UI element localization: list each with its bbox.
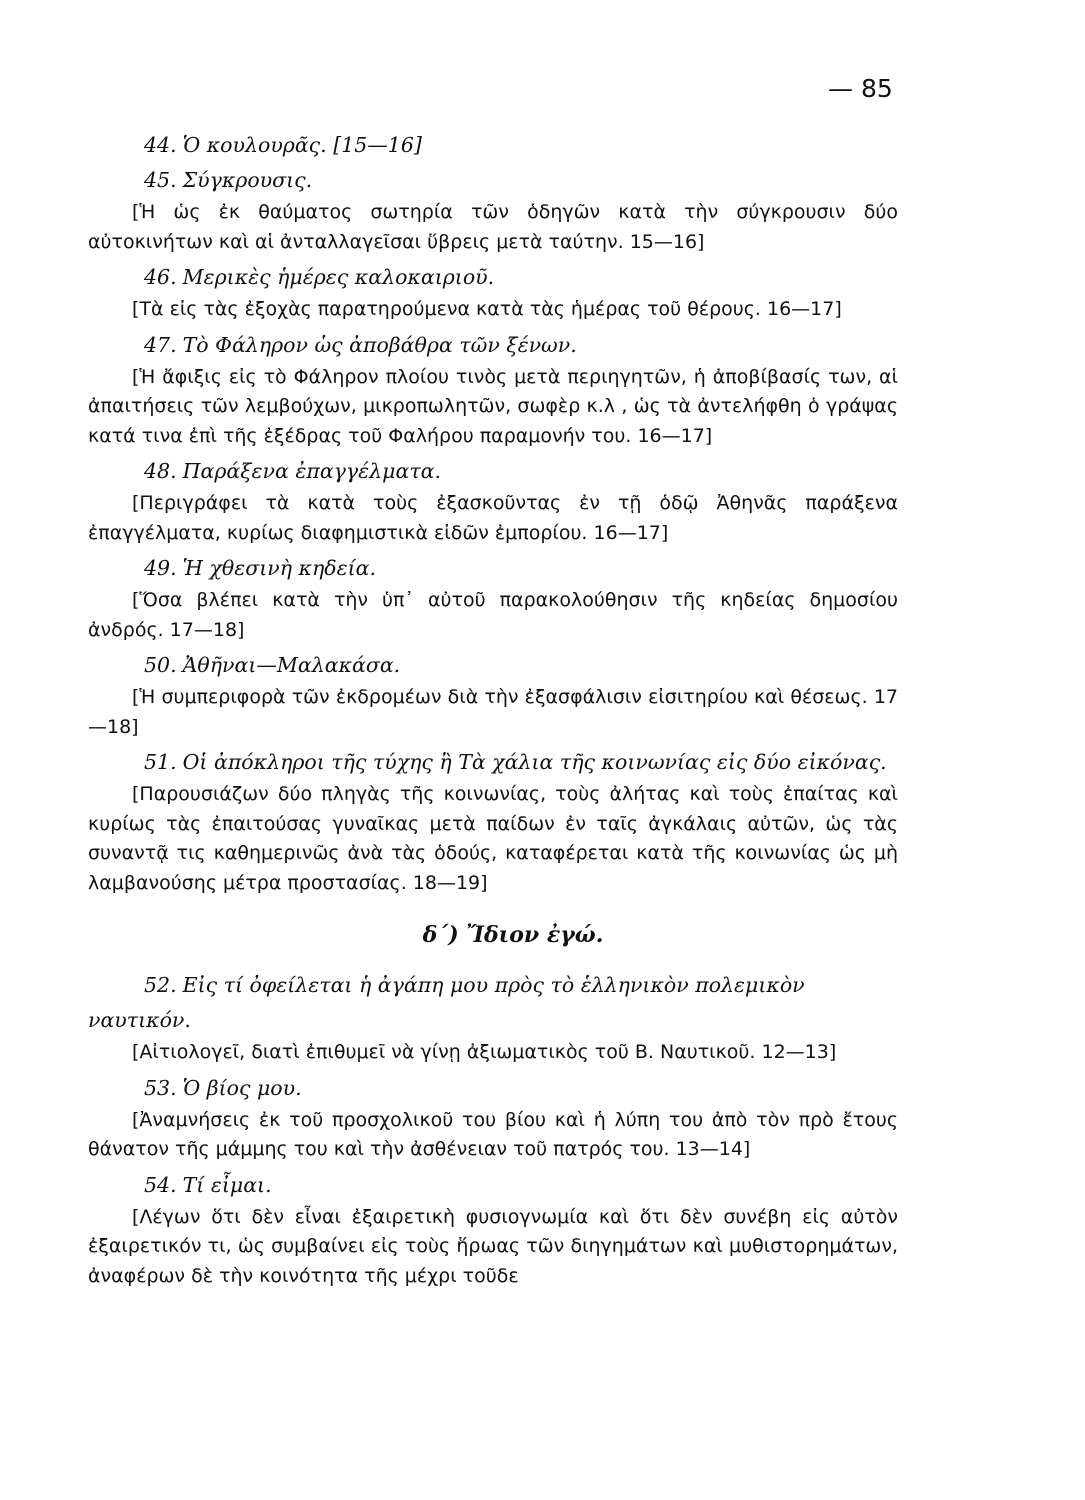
entry-title: Σύγκρουσις. [182, 168, 313, 192]
entry-title: Οἱ ἀπόκληροι τῆς τύχης ἢ Τὰ χάλια τῆς κοινωνίας εἰς δύο εἰκόνας. [182, 750, 887, 774]
entry-53 [88, 1071, 898, 1165]
page-content [88, 128, 898, 1294]
entry-title: Ἀθῆναι—Μαλακάσα. [182, 653, 401, 677]
entry-title: Παράξενα ἐπαγγέλματα. [182, 459, 442, 483]
entry-44 [88, 128, 898, 163]
section-heading: δ΄) Ἴδιον ἐγώ. [422, 922, 604, 948]
entry-title: Ὁ βίος μου. [182, 1075, 302, 1100]
entry-number: 54. [144, 1172, 177, 1197]
page-number: — 85 [828, 74, 893, 103]
entry-number: 52. [144, 973, 177, 997]
entry-number: 45. [144, 168, 177, 192]
entry-47 [88, 328, 898, 452]
entry-49 [88, 551, 898, 645]
entry-title: Τὸ Φάληρον ὡς ἀποβάθρα τῶν ξένων. [182, 332, 577, 357]
entry-46 [88, 260, 898, 325]
entry-number: 49. [144, 556, 177, 580]
entry-description: [Ἀναμνήσεις ἐκ τοῦ προσχολικοῦ του βίου καὶ ἡ λύπη του ἀπὸ τὸν πρὸ ἔτους θάνατον τῆς μάμμης του καὶ τὴν ἀσθένειαν τοῦ πατρός του. 13—14] [88, 1108, 898, 1160]
entry-number: 46. [144, 265, 177, 289]
entry-number: 47. [144, 332, 177, 357]
entry-title: Τί εἶμαι. [182, 1172, 272, 1197]
entry-number: 51. [144, 750, 177, 774]
entry-48 [88, 454, 898, 548]
entry-54 [88, 1168, 898, 1292]
entry-title: Μερικὲς ἡμέρες καλοκαιριοῦ. [182, 265, 495, 289]
entry-description: [Περιγράφει τὰ κατὰ τοὺς ἐξασκοῦντας ἐν τῇ ὁδῷ Ἀθηνᾶς παράξενα ἐπαγγέλματα, κυρίως διαφημιστικὰ εἰδῶν ἐμπορίου. 16—17] [88, 492, 898, 544]
entry-description: [Ἡ ὡς ἐκ θαύματος σωτηρία τῶν ὁδηγῶν κατὰ τὴν σύγκρουσιν δύο αὐτοκινήτων καὶ αἱ ἀνταλλαγεῖσαι ὕβρεις μετὰ ταύτην. 15—16] [88, 201, 898, 253]
entry-description: [Παρουσιάζων δύο πληγὰς τῆς κοινωνίας, τοὺς ἀλήτας καὶ τοὺς ἐπαίτας καὶ κυρίως τὰς ἐπαιτούσας γυναῖκας μετὰ παίδων ἐν ταῖς ἀγκάλαις αὐτῶν, ὡς τὰς συναντᾷ τις καθημερινῶς ἀνὰ τὰς ὁδούς, καταφέρεται κατὰ τῆς κοινωνίας ὡς μὴ λαμβανούσης μέτρα προστασίας. 18—19] [88, 783, 898, 894]
entry-title: Εἰς τί ὀφείλεται ἡ ἀγάπη μου πρὸς τὸ ἑλληνικὸν πολεμικὸν ναυτικόν. [88, 973, 805, 1032]
entry-number: 50. [144, 653, 177, 677]
entry-number: 48. [144, 459, 177, 483]
entry-description: [Αἰτιολογεῖ, διατὶ ἐπιθυμεῖ νὰ γίνῃ ἀξιωματικὸς τοῦ Β. Ναυτικοῦ. 12—13] [132, 1041, 837, 1063]
entry-45 [88, 163, 898, 257]
entry-number: 53. [144, 1075, 177, 1100]
entry-description: [Λέγων ὅτι δὲν εἶναι ἐξαιρετικὴ φυσιογνωμία καὶ ὅτι δὲν συνέβη εἰς αὐτὸν ἐξαιρετικόν τι, ὡς συμβαίνει εἰς τοὺς ἥρωας τῶν διηγημάτων καὶ μυθιστορημάτων, ἀναφέρων δὲ τὴν κοινότητα τῆς μέχρι τοῦδε [88, 1205, 898, 1287]
entry-50 [88, 648, 898, 742]
entry-description: [Τὰ εἰς τὰς ἐξοχὰς παρατηρούμενα κατὰ τὰς ἡμέρας τοῦ θέρους. 16—17] [132, 298, 842, 320]
entry-description: [Ὅσα βλέπει κατὰ τὴν ὑπ᾽ αὐτοῦ παρακολούθησιν τῆς κηδείας δημοσίου ἀνδρός. 17—18] [88, 589, 898, 641]
entry-title: Ὁ κουλουρᾶς. [15—16] [182, 133, 422, 157]
entry-description: [Ἡ συμπεριφορὰ τῶν ἐκδρομέων διὰ τὴν ἐξασφάλισιν εἰσιτηρίου καὶ θέσεως. 17—18] [88, 686, 898, 738]
entry-52 [88, 968, 898, 1068]
entry-description: [Ἡ ἄφιξις εἰς τὸ Φάληρον πλοίου τινὸς μετὰ περιηγητῶν, ἡ ἀποβίβασίς των, αἱ ἀπαιτήσεις τῶν λεμβούχων, μικροπωλητῶν, σωφὲρ κ.λ , ὡς τὰ ἀντελήφθη ὁ γράψας κατά τινα ἐπὶ τῆς ἐξέδρας τοῦ Φαλήρου παραμονήν του. 16—17] [88, 365, 898, 447]
entry-number: 44. [144, 133, 177, 157]
entry-51 [88, 745, 898, 898]
entry-title: Ἡ χθεσινὴ κηδεία. [182, 556, 376, 580]
